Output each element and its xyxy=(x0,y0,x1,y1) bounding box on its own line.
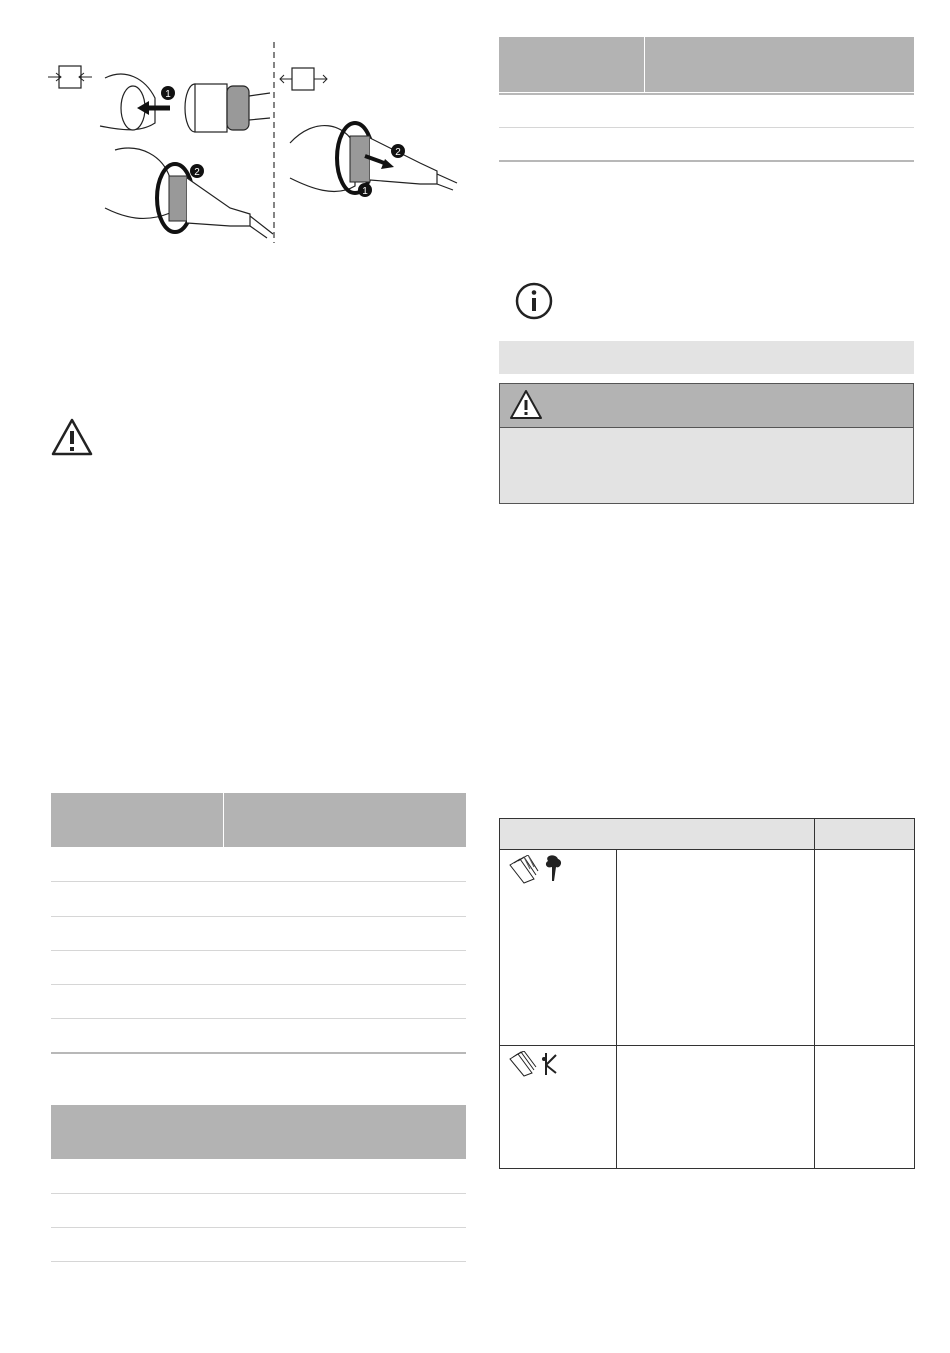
table-row xyxy=(51,1193,466,1194)
table-row xyxy=(51,984,466,985)
table-row xyxy=(499,93,914,95)
step-label: 2 xyxy=(395,147,401,158)
step-label: 1 xyxy=(165,89,171,100)
warning-icon xyxy=(508,388,544,422)
textile-branch-icon xyxy=(508,1051,564,1077)
table-row xyxy=(51,881,466,882)
warning-box xyxy=(499,383,914,504)
table-row xyxy=(51,1018,466,1019)
warning-icon xyxy=(50,417,94,457)
connector-illustration xyxy=(45,38,465,243)
section-bar xyxy=(499,341,914,374)
table-row xyxy=(51,916,466,917)
step-label: 1 xyxy=(362,186,368,197)
table-header xyxy=(499,37,914,92)
textile-leaf-icon xyxy=(508,855,564,885)
table-row xyxy=(499,127,914,128)
table-row xyxy=(499,160,914,162)
table-header xyxy=(500,819,914,850)
table-header xyxy=(51,793,466,847)
info-icon xyxy=(514,281,554,321)
program-table xyxy=(499,818,915,1169)
connector-pull-out-icon xyxy=(280,68,327,90)
warning-header xyxy=(500,384,913,428)
connector-plug-in-icon xyxy=(48,66,92,88)
table-row xyxy=(51,1052,466,1054)
table-header xyxy=(51,1105,466,1159)
table-row xyxy=(51,1261,466,1262)
table-row xyxy=(51,950,466,951)
step-label: 2 xyxy=(194,167,200,178)
table-row xyxy=(51,1227,466,1228)
